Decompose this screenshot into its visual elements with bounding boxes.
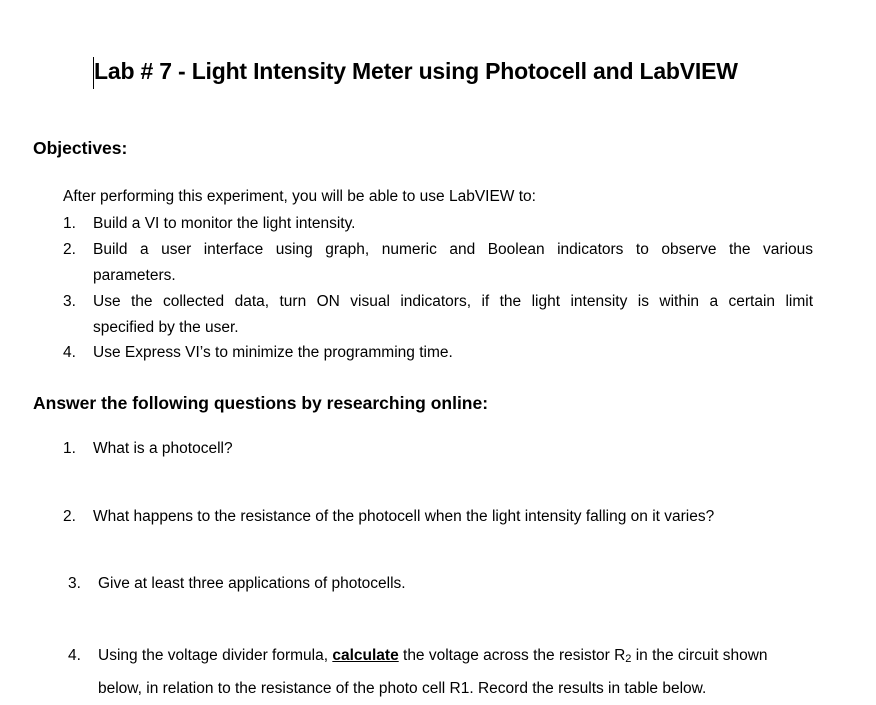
question-item-line	[98, 643, 768, 668]
objective-item-line: parameters.	[93, 266, 176, 284]
objective-number: 4.	[63, 344, 76, 361]
objectives-heading: Objectives:	[33, 138, 128, 158]
question-text-segment: the voltage across the resistor R	[398, 647, 626, 664]
document-title: Lab # 7 - Light Intensity Meter using Photocell and LabVIEW	[94, 58, 738, 84]
objective-number: 1.	[63, 215, 76, 232]
question-number: 1.	[63, 440, 76, 457]
objective-number: 2.	[63, 241, 76, 258]
question-item: What happens to the resistance of the photocell when the light intensity falling on it varies?	[93, 508, 715, 525]
subscript: 2	[625, 653, 632, 665]
objective-item: Use Express VI’s to minimize the programming time.	[93, 344, 453, 361]
objective-item-line: Build a user interface using graph, numeric and Boolean indicators to observe the various	[93, 241, 813, 258]
question-item: What is a photocell?	[93, 440, 233, 457]
question-text-segment: in the circuit shown	[631, 647, 768, 664]
objective-item-line: specified by the user.	[93, 318, 239, 336]
objective-item-line: Use the collected data, turn ON visual indicators, if the light intensity is within a certain limit	[93, 293, 813, 310]
calculate-emphasis: calculate	[332, 647, 399, 664]
question-number: 4.	[68, 647, 81, 664]
objective-item: Build a VI to monitor the light intensity.	[93, 215, 356, 232]
objective-item	[93, 289, 813, 340]
question-text-segment: Using the voltage divider formula,	[98, 647, 333, 664]
objective-item	[93, 237, 813, 288]
question-item: Give at least three applications of photocells.	[98, 575, 406, 592]
question-item-line: below, in relation to the resistance of the photo cell R1. Record the results in table below.	[98, 680, 707, 697]
objectives-intro: After performing this experiment, you will be able to use LabVIEW to:	[63, 188, 536, 205]
question-number: 2.	[63, 508, 76, 525]
questions-heading: Answer the following questions by researching online:	[33, 393, 489, 413]
question-number: 3.	[68, 575, 81, 592]
objective-number: 3.	[63, 293, 76, 310]
